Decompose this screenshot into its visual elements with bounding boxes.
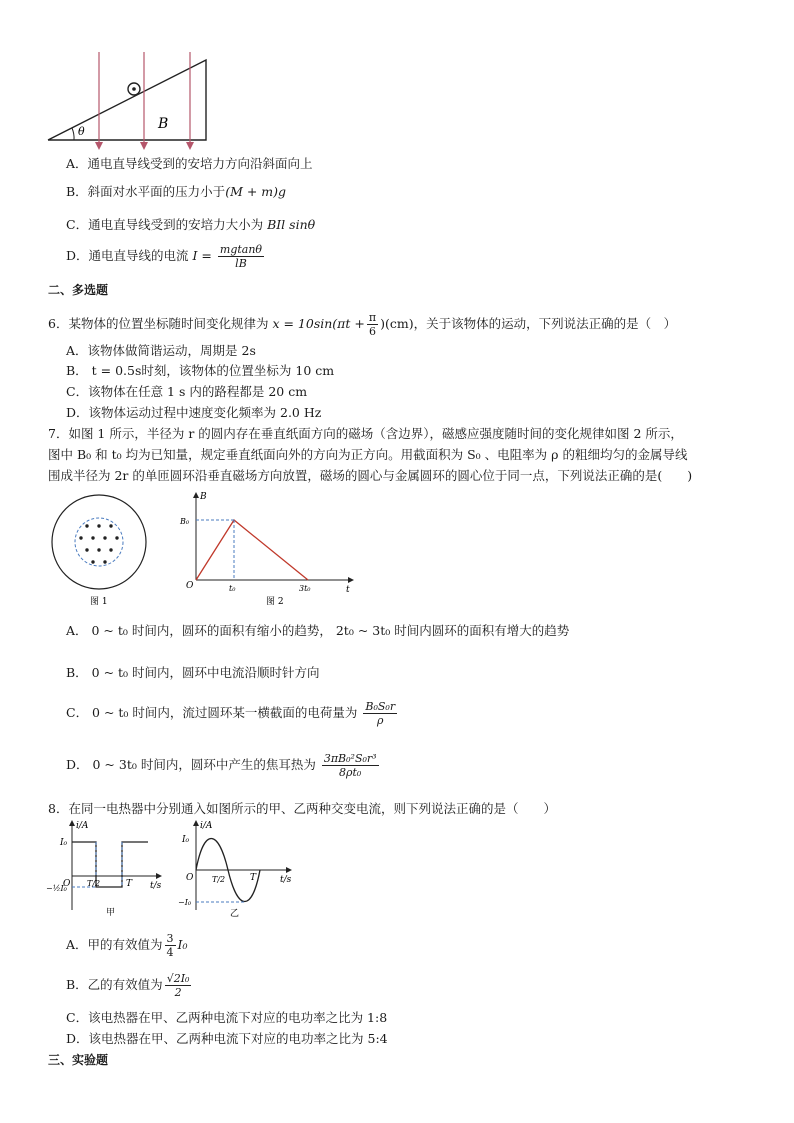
q5-option-c-text: C．通电直导线受到的安培力大小为 xyxy=(66,217,264,232)
jia-caption: 甲 xyxy=(106,908,116,918)
q8-option-d: D．该电热器在甲、乙两种电流下对应的电功率之比为 5:4 xyxy=(66,1031,388,1046)
q8-b-numerator: √2I₀ xyxy=(166,972,190,985)
yi-origin: O xyxy=(186,873,194,883)
q5-d-denominator: lB xyxy=(235,257,247,270)
q7-figure-1 xyxy=(48,490,154,610)
metal-ring xyxy=(52,495,146,589)
q8-graph-jia xyxy=(44,818,174,920)
q7-option-b: B． 0 ~ t₀ 时间内，圆环中电流沿顺时针方向 xyxy=(66,665,320,680)
q8-option-b-fraction xyxy=(165,972,192,999)
q5-option-b-expr: (M + m)g xyxy=(225,184,287,199)
q7-d-denominator: 8ρt₀ xyxy=(339,766,362,779)
q5-option-d-text: D．通电直导线的电流 xyxy=(66,248,189,263)
q5-option-d-fraction xyxy=(218,243,264,270)
q8-option-a-suffix: I₀ xyxy=(177,937,188,952)
q6-formula-rhs: )(cm) xyxy=(380,316,414,331)
q7-stem-line3: 围成半径为 2r 的单匝圆环沿垂直磁场方向放置，磁场的圆心与金属圆环的圆心位于同一点，下列说法正确的是( ) xyxy=(48,468,693,483)
field-arrow-3 xyxy=(186,142,194,150)
q7-option-c-fraction xyxy=(363,700,397,727)
q7-option-a: A． 0 ~ t₀ 时间内，圆环的面积有缩小的趋势， 2t₀ ~ 3t₀ 时间内圆环的面积有增大的趋势 xyxy=(66,623,570,638)
jia-x-full: T xyxy=(126,879,133,889)
q7-option-c xyxy=(66,700,399,727)
q7-option-d-text: D． 0 ~ 3t₀ 时间内，圆环中产生的焦耳热为 xyxy=(66,757,316,772)
field-lines xyxy=(99,52,190,146)
q8-option-c: C．该电热器在甲、乙两种电流下对应的电功率之比为 1:8 xyxy=(66,1010,388,1025)
q6-stem-suffix: ，关于该物体的运动，下列说法正确的是（ ） xyxy=(413,316,677,331)
yi-x-full: T xyxy=(250,873,257,883)
q7-c-numerator: B₀S₀r xyxy=(365,700,396,713)
fig1-caption: 图 1 xyxy=(90,597,108,607)
q6-option-b: B． t = 0.5s时刻，该物体的位置坐标为 10 cm xyxy=(66,363,335,378)
yi-x-half: T/2 xyxy=(212,875,226,884)
q7-stem-line2: 图中 B₀ 和 t₀ 均为已知量，规定垂直纸面向外的方向为正方向。用截面积为 S₀ 、电阻率为 ρ 的粗细均匀的金属导线 xyxy=(48,447,688,462)
section-experiment: 三、实验题 xyxy=(48,1053,109,1067)
q5-option-b-text: B．斜面对水平面的压力小于 xyxy=(66,184,226,199)
jia-x-label: t/s xyxy=(150,881,162,891)
fig2-x-tick-3t0: 3t₀ xyxy=(299,584,311,593)
q6-stem-prefix: 6．某物体的位置坐标随时间变化规律为 xyxy=(48,316,269,331)
q5-d-numerator: mgtanθ xyxy=(219,243,263,256)
incline-diagram xyxy=(44,52,224,152)
field-dots xyxy=(79,524,118,563)
q7-c-denominator: ρ xyxy=(377,714,384,727)
q8-option-a-fraction xyxy=(165,932,176,959)
q8-a-denominator: 4 xyxy=(166,946,174,959)
yi-y-neg: −I₀ xyxy=(178,898,192,907)
q6-fraction-den: 6 xyxy=(368,325,376,338)
jia-x-half: T/2 xyxy=(87,879,101,888)
q8-option-a-text: A．甲的有效值为 xyxy=(66,937,163,952)
q7-option-d xyxy=(66,752,381,779)
jia-origin: O xyxy=(63,879,71,889)
yi-caption: 乙 xyxy=(230,909,240,919)
q7-d-numerator: 3πB₀²S₀r³ xyxy=(323,752,377,765)
yi-x-label: t/s xyxy=(280,875,292,885)
q5-option-c xyxy=(66,216,315,233)
q5-option-c-expr: BIl sinθ xyxy=(267,217,316,232)
q6-formula-fraction xyxy=(367,311,378,338)
fig2-y-tick: B₀ xyxy=(180,517,190,526)
fig2-origin: O xyxy=(186,581,194,591)
q6-option-a: A．该物体做简谐运动，周期是 2s xyxy=(66,343,256,358)
field-arrow-1 xyxy=(95,142,103,150)
q6-option-d: D．该物体运动过程中速度变化频率为 2.0 Hz xyxy=(66,405,322,420)
q5-option-d-lhs: I = xyxy=(192,248,212,263)
q5-option-d xyxy=(66,243,266,270)
q5-option-a: A．通电直导线受到的安培力方向沿斜面向上 xyxy=(66,156,313,171)
q6-option-c: C．该物体在任意 1 s 内的路程都是 20 cm xyxy=(66,384,308,399)
jia-y-neg: −½I₀ xyxy=(46,884,67,893)
fig2-caption: 图 2 xyxy=(266,597,284,607)
yi-y-pos: I₀ xyxy=(182,835,190,845)
incline-triangle xyxy=(48,60,206,140)
q8-option-b xyxy=(66,972,193,999)
q8-graph-yi xyxy=(176,818,306,920)
q6-fraction-num: π xyxy=(368,311,377,324)
angle-label: θ xyxy=(78,125,85,138)
q8-stem: 8．在同一电热器中分别通入如图所示的甲、乙两种交变电流，则下列说法正确的是（ ） xyxy=(48,801,556,816)
q7-option-c-text: C． 0 ~ t₀ 时间内，流过圆环某一横截面的电荷量为 xyxy=(66,705,358,720)
jia-y-pos: I₀ xyxy=(60,838,68,848)
yi-y-label: i/A xyxy=(200,821,213,831)
fig2-x-tick-t0: t₀ xyxy=(229,584,236,593)
q7-stem-line1: 7．如图 1 所示，半径为 r 的圆内存在垂直纸面方向的磁场（含边界），磁感应强度随时间的变化规律如图 2 所示， xyxy=(48,426,683,441)
fig2-b-curve xyxy=(196,520,308,580)
field-label: B xyxy=(158,116,169,132)
section-multi-choice: 二、多选题 xyxy=(48,283,109,297)
fig2-y-label: B xyxy=(200,492,207,502)
q7-figure-2 xyxy=(178,490,358,610)
q8-a-numerator: 3 xyxy=(166,932,174,945)
field-arrow-2 xyxy=(140,142,148,150)
q8-b-denominator: 2 xyxy=(174,986,182,999)
jia-square-wave xyxy=(72,842,148,887)
q8-option-a xyxy=(66,932,187,959)
q6-stem xyxy=(48,311,676,338)
angle-arc xyxy=(72,128,74,140)
q7-option-d-fraction xyxy=(322,752,379,779)
q6-formula-lhs: x = 10sin(πt + xyxy=(272,316,365,331)
jia-y-label: i/A xyxy=(76,821,89,831)
q8-option-b-text: B．乙的有效值为 xyxy=(66,977,163,992)
fig2-x-label: t xyxy=(346,585,350,595)
q5-option-b xyxy=(66,183,286,200)
